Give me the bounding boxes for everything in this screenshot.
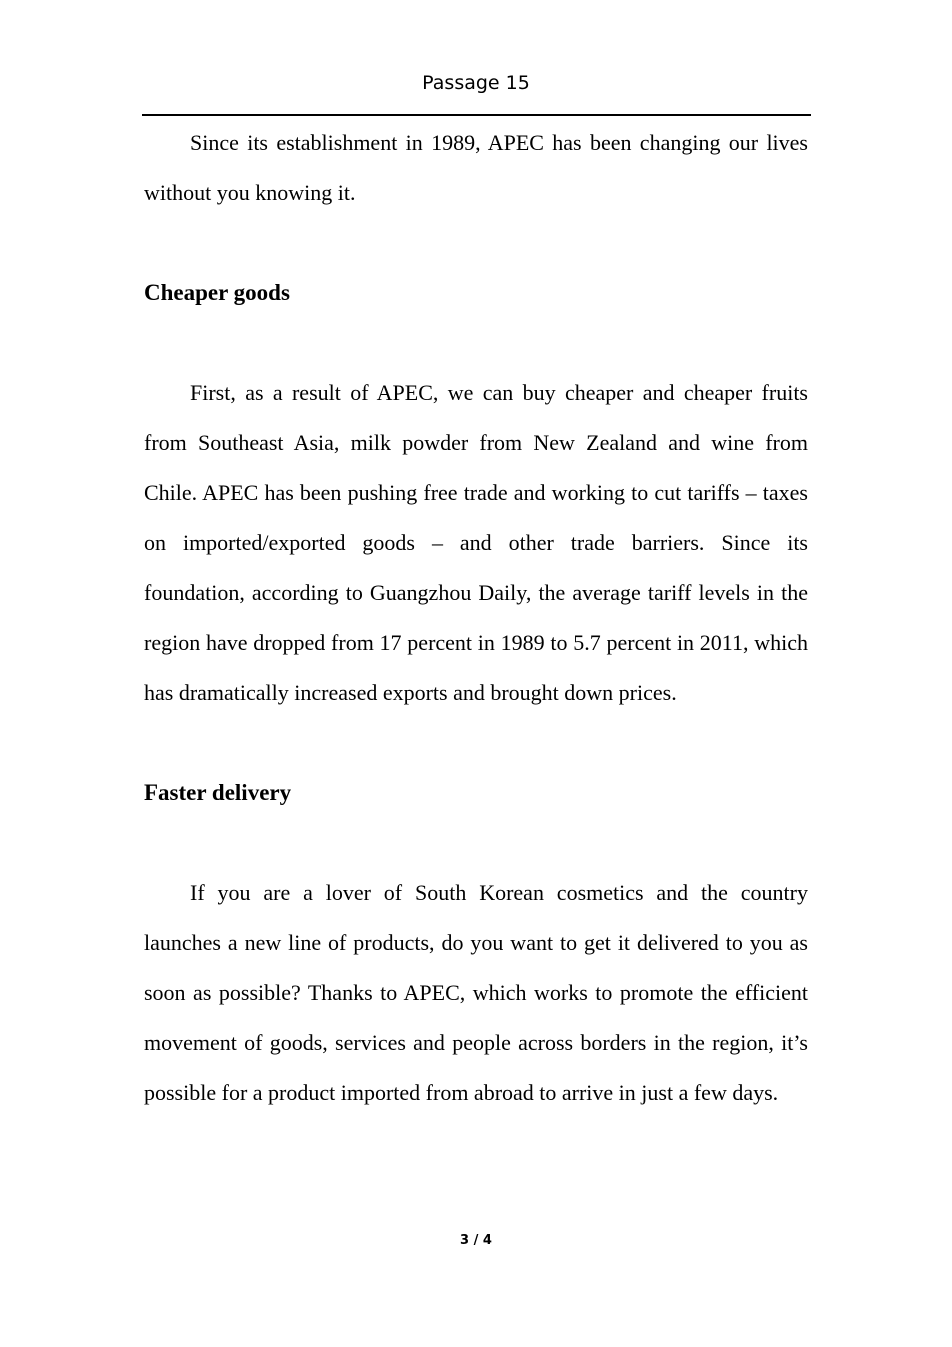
section-paragraph-cheaper-goods: First, as a result of APEC, we can buy cheaper and cheaper fruits from Southeast Asia, milk powder from New Zealand and wine from Chile. APEC has been pushing free trade and working to cut tariffs – taxes on imported/exported goods – and other trade barriers. Since its foundation, according to Guangzhou Daily, the average tariff levels in the region have dropped from 17 percent in 1989 to 5.7 percent in 2011, which has dramatically increased exports and brought down prices. [144, 380, 808, 705]
page-header-title: Passage 15 [422, 72, 530, 94]
section-heading-cheaper-goods: Cheaper goods [144, 280, 290, 305]
spacer [144, 318, 808, 368]
document-body [144, 118, 808, 1118]
spacer [144, 718, 808, 768]
page-number: 3 / 4 [460, 1233, 492, 1248]
spacer [144, 218, 808, 268]
spacer [144, 818, 808, 868]
header-divider [142, 114, 811, 116]
section-paragraph-faster-delivery: If you are a lover of South Korean cosmetics and the country launches a new line of products, do you want to get it delivered to you as soon as possible? Thanks to APEC, which works to promote the efficient movement of goods, services and people across borders in the region, it’s possible for a product imported from abroad to arrive in just a few days. [144, 880, 808, 1105]
intro-paragraph: Since its establishment in 1989, APEC has been changing our lives without you knowing it. [144, 130, 808, 205]
section-heading-faster-delivery: Faster delivery [144, 780, 292, 805]
